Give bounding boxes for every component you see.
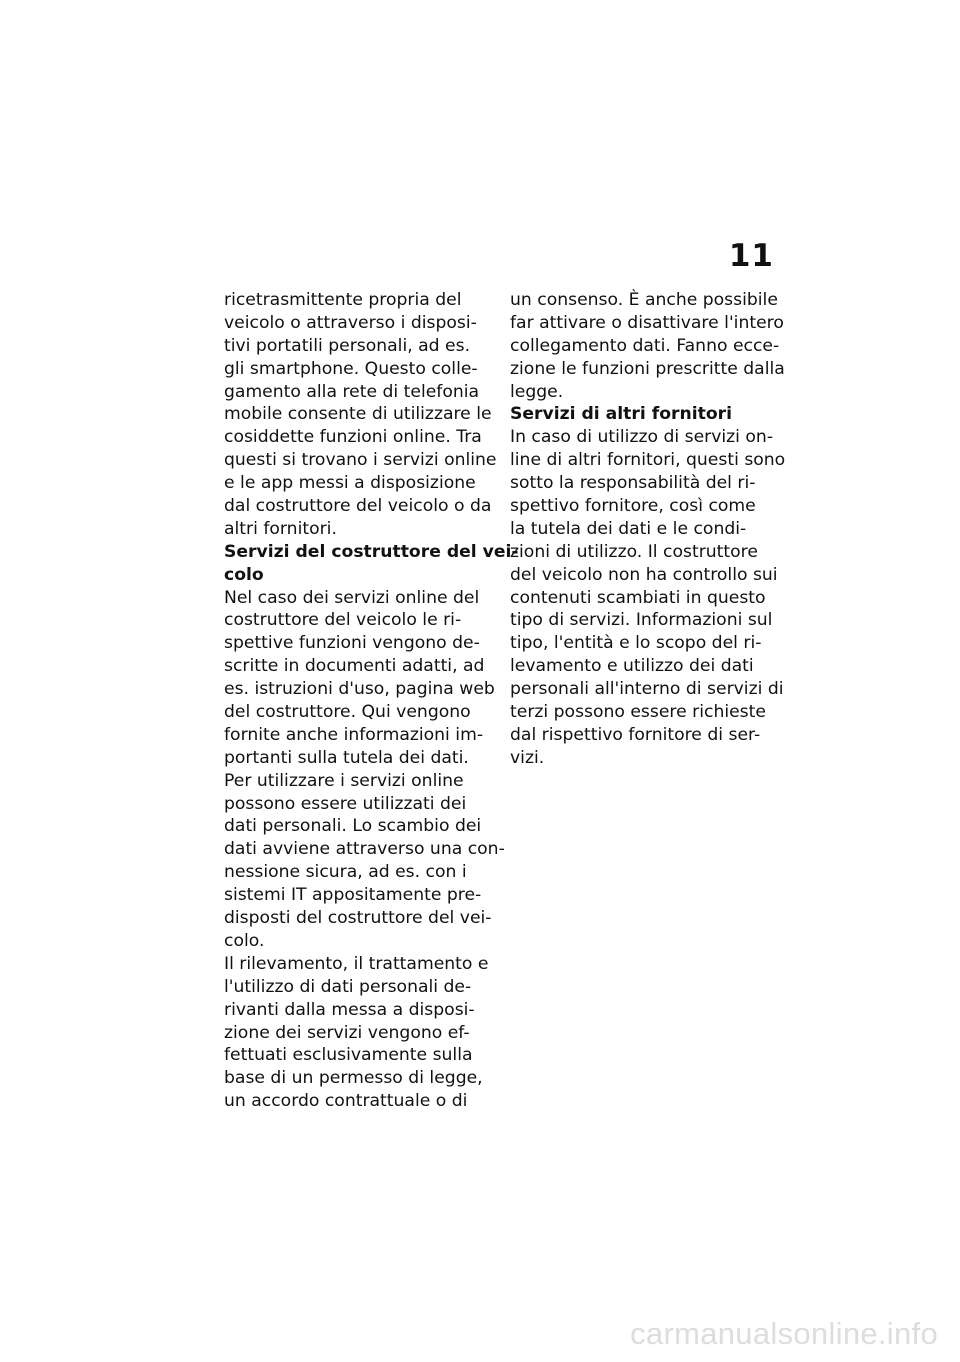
body-text-line: Il rilevamento, il trattamento e — [224, 953, 489, 974]
body-text-line: dati avviene attraverso una con- — [224, 839, 505, 860]
body-text-line: cosiddette funzioni online. Tra — [224, 427, 482, 448]
body-text-line: questi si trovano i servizi online — [224, 450, 497, 471]
body-text-line: portanti sulla tutela dei dati. — [224, 747, 469, 768]
body-text-line: costruttore del veicolo le ri- — [224, 610, 462, 631]
body-text-line: altri fornitori. — [224, 518, 337, 539]
body-text-line: fornite anche informazioni im- — [224, 724, 484, 745]
body-text-line: base di un permesso di legge, — [224, 1068, 483, 1089]
left-column — [224, 289, 519, 1113]
body-text-line: legge. — [510, 381, 564, 402]
body-text-line: gamento alla rete di telefonia — [224, 381, 480, 402]
body-text-line: e le app messi a disposizione — [224, 473, 476, 494]
right-column — [510, 289, 786, 770]
body-text-line: es. istruzioni d'uso, pagina web — [224, 679, 495, 700]
body-text-line: zioni di utilizzo. Il costruttore — [510, 541, 758, 562]
body-text-line: far attivare o disattivare l'intero — [510, 312, 784, 333]
body-text-line: levamento e utilizzo dei dati — [510, 656, 754, 677]
body-text-line: In caso di utilizzo di servizi on- — [510, 427, 774, 448]
body-text-line: personali all'interno di servizi di — [510, 679, 784, 700]
body-text-line: Per utilizzare i servizi online — [224, 770, 464, 791]
body-text-line: scritte in documenti adatti, ad — [224, 656, 485, 677]
body-text-line: ricetrasmittente propria del — [224, 290, 462, 310]
body-text-line: tipo di servizi. Informazioni sul — [510, 610, 773, 631]
body-text-line: la tutela dei dati e le condi- — [510, 518, 747, 539]
body-text-line: zione le funzioni prescritte dalla — [510, 358, 785, 379]
body-text-line: tipo, l'entità e lo scopo del ri- — [510, 633, 762, 654]
body-text-line: un accordo contrattuale o di — [224, 1091, 468, 1112]
section-heading-line: Servizi del costruttore del vei- — [224, 541, 519, 562]
body-text-line: possono essere utilizzati dei — [224, 793, 467, 814]
body-text-line: un consenso. È anche possibile — [510, 290, 778, 310]
body-text-line: vizi. — [510, 747, 545, 768]
body-text-line: tivi portatili personali, ad es. — [224, 335, 471, 356]
body-text-line: del costruttore. Qui vengono — [224, 702, 471, 723]
body-text-line: Nel caso dei servizi online del — [224, 587, 480, 608]
body-text-line: collegamento dati. Fanno ecce- — [510, 335, 780, 356]
body-text-line: dal rispettivo fornitore di ser- — [510, 724, 761, 745]
body-text-line: nessione sicura, ad es. con i — [224, 862, 467, 883]
body-text-line: gli smartphone. Questo colle- — [224, 358, 478, 379]
body-text-line: contenuti scambiati in questo — [510, 587, 766, 608]
body-text-line: line di altri fornitori, questi sono — [510, 450, 786, 471]
body-text-line: zione dei servizi vengono ef- — [224, 1022, 470, 1043]
body-text-line: fettuati esclusivamente sulla — [224, 1045, 473, 1066]
body-text-line: l'utilizzo di dati personali de- — [224, 976, 472, 997]
body-text-line: sistemi IT appositamente pre- — [224, 885, 482, 906]
section-heading-line: Servizi di altri fornitori — [510, 404, 733, 425]
body-text-line: veicolo o attraverso i disposi- — [224, 312, 477, 333]
page-number: 11 — [728, 238, 774, 274]
body-text-line: disposti del costruttore del vei- — [224, 908, 492, 929]
body-text-line: colo. — [224, 930, 265, 951]
section-heading-line: colo — [224, 564, 264, 585]
body-text-line: sotto la responsabilità del ri- — [510, 473, 756, 494]
body-text-line: rivanti dalla messa a disposi- — [224, 999, 475, 1020]
body-text-line: terzi possono essere richieste — [510, 702, 766, 723]
body-text-line: del veicolo non ha controllo sui — [510, 564, 778, 585]
body-text-line: spettivo fornitore, così come — [510, 496, 756, 517]
body-text-line: dati personali. Lo scambio dei — [224, 816, 482, 837]
body-text-line: spettive funzioni vengono de- — [224, 633, 480, 654]
body-text-line: dal costruttore del veicolo o da — [224, 496, 492, 517]
body-text-line: mobile consente di utilizzare le — [224, 404, 492, 425]
watermark: carmanualsonline.info — [630, 1316, 938, 1351]
